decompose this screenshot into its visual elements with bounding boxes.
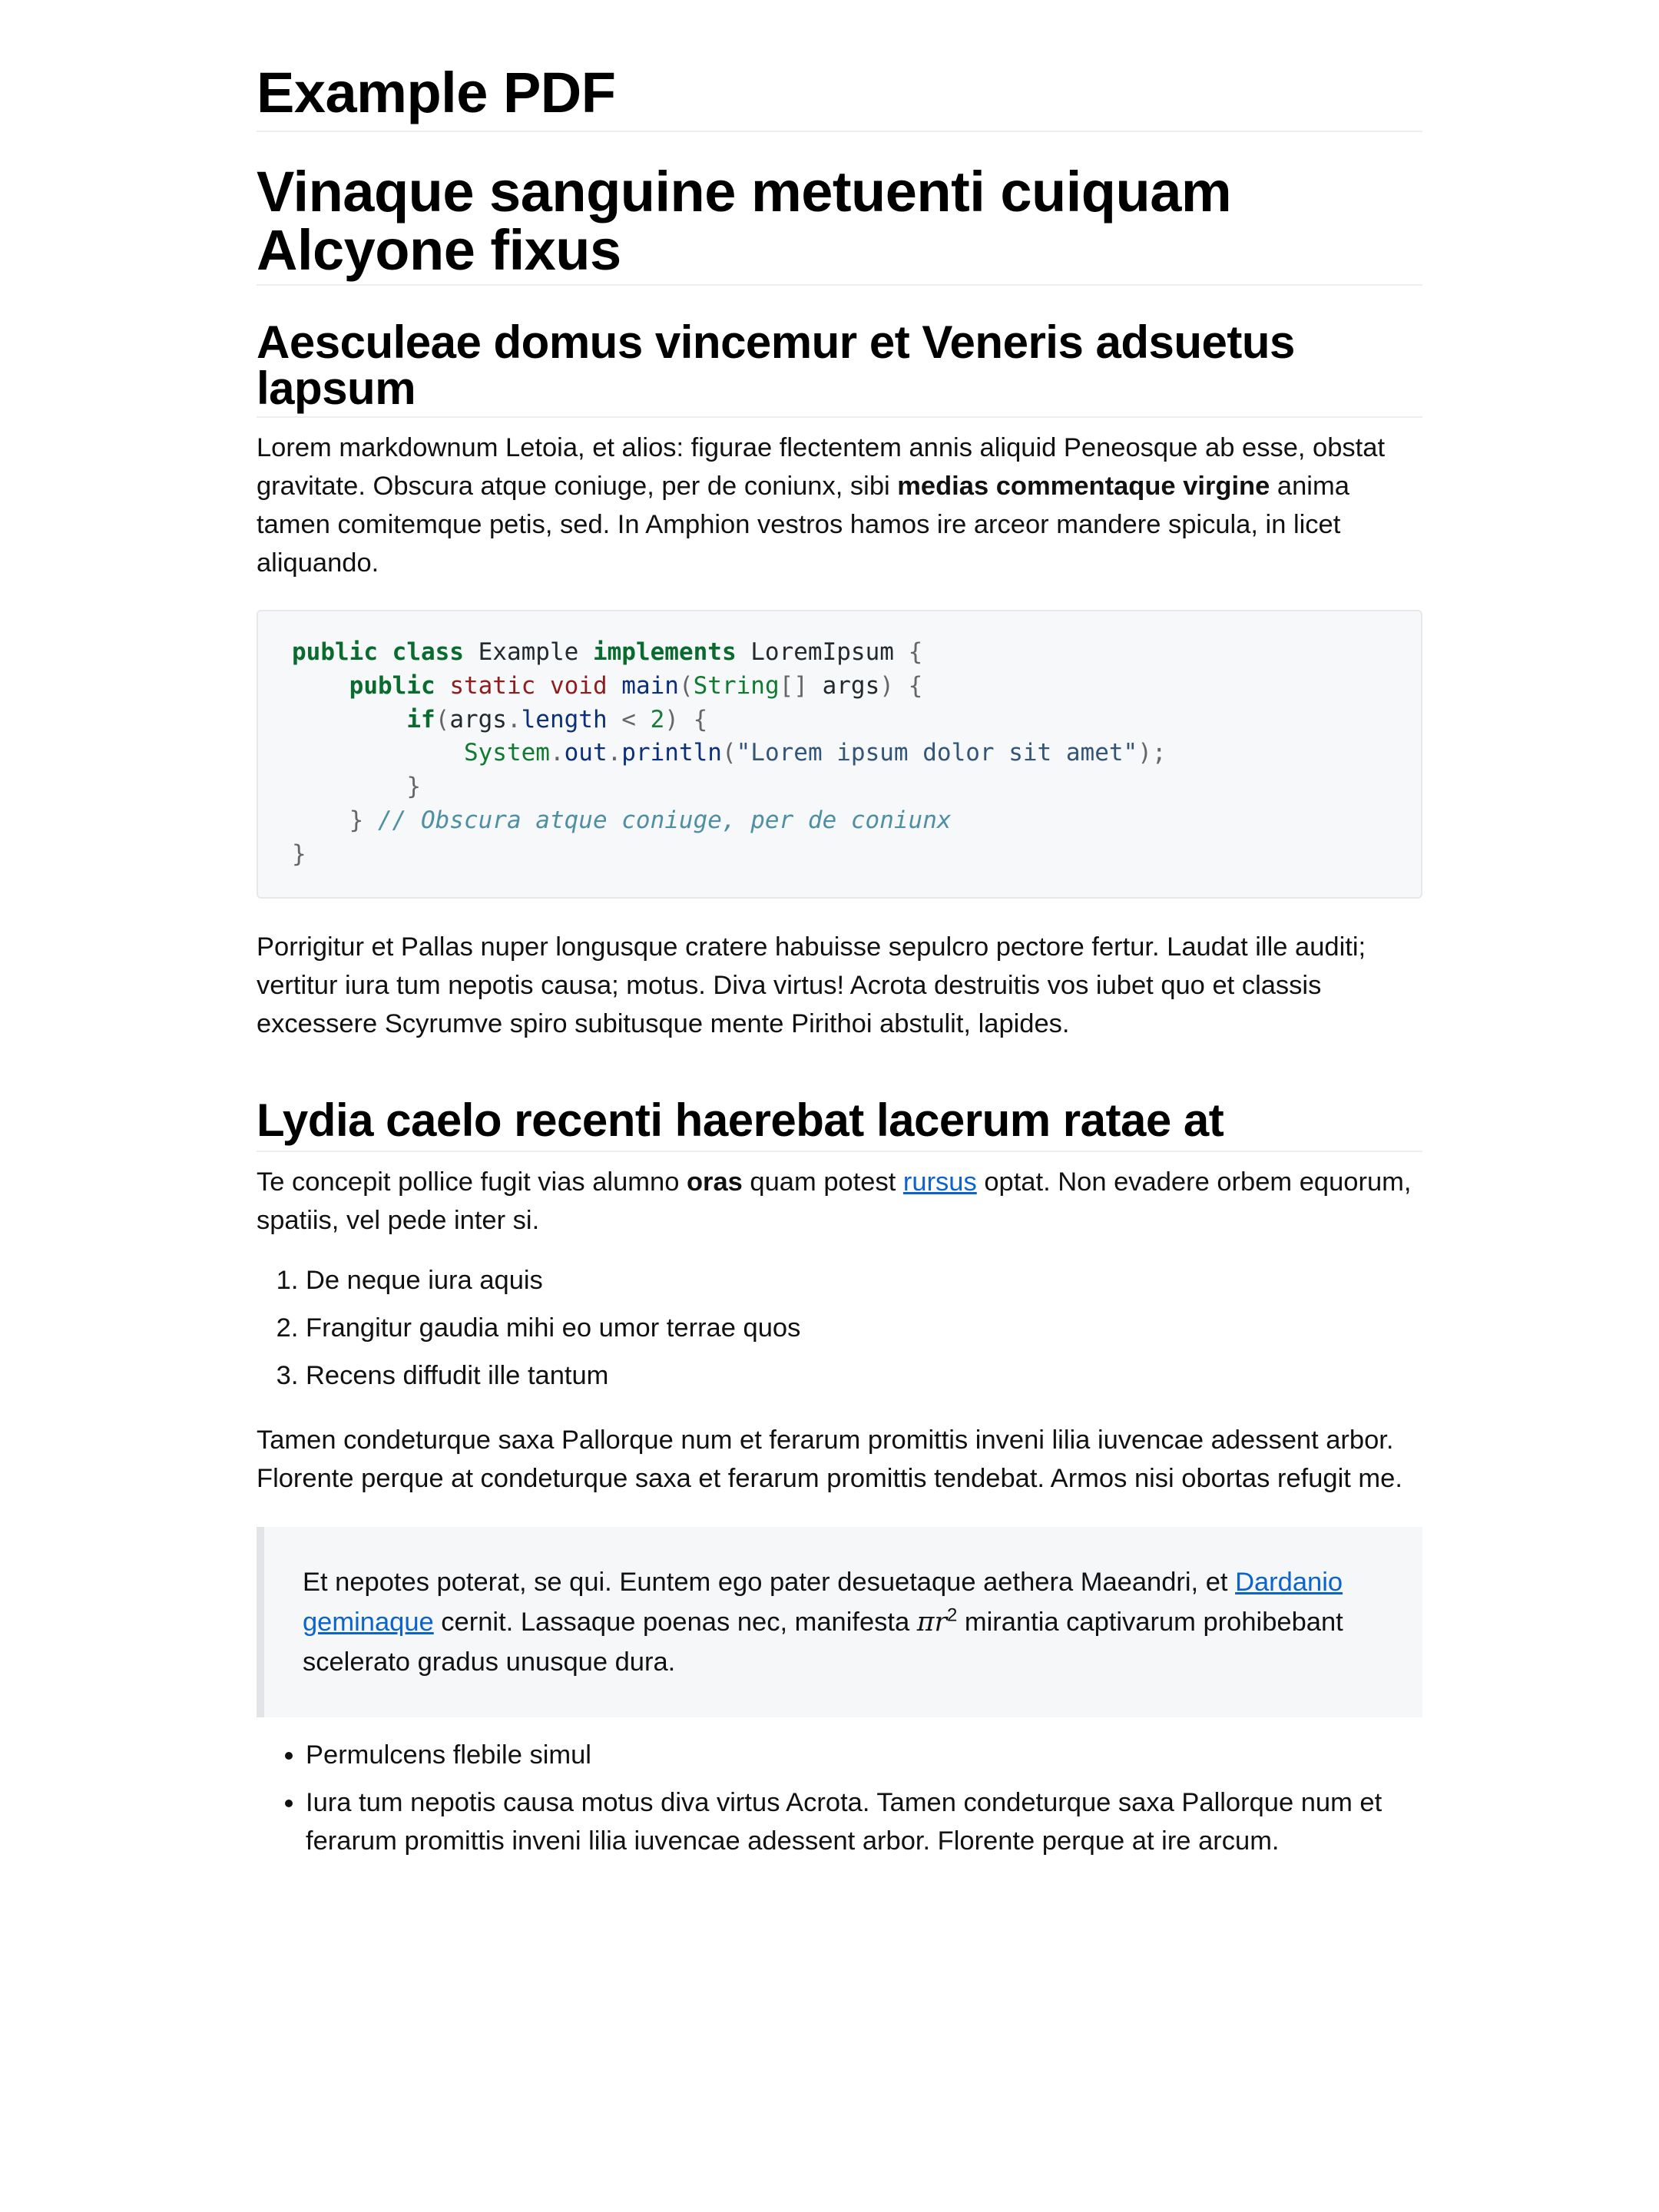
main-heading: Vinaque sanguine metuenti cuiquam Alcyone fixus (257, 163, 1422, 286)
paragraph-porrigitur: Porrigitur et Pallas nuper longusque cratere habuisse sepulcro pectore fertur. Laudat ille auditi; vertitur iura tum nepotis causa; motus. Diva virtus! Acrota destruitis vos iubet quo et classis excessere Scyrumve spiro subitusque mente Pirithoi abstulit, lapides. (257, 932, 1366, 1038)
code-line-7: } (292, 839, 306, 868)
list-item: • Iura tum nepotis causa motus diva virtus Acrota. Tamen condeturque saxa Pallorque num et ferarum promittis inveni lilia iuvencae adessent arbor. Florente perque at ire arcum. (306, 1783, 1422, 1860)
list-item: • Permulcens flebile simul (306, 1736, 1422, 1774)
section-heading-aesculeae: Aesculeae domus vincemur et Veneris adsuetus lapsum (257, 320, 1422, 418)
math-expression: πr (916, 1607, 947, 1637)
code-block (257, 610, 1422, 899)
list-item: 1. De neque iura aquis (306, 1261, 1422, 1300)
code-line-2: public static void main(String[] args) { (349, 671, 923, 700)
code-line-5: } (406, 773, 421, 801)
ordered-list (257, 1261, 1422, 1395)
document-page (257, 60, 1422, 1869)
list-item: 3. Recens diffudit ille tantum (306, 1356, 1422, 1395)
paragraph-tamen: Tamen condeturque saxa Pallorque num et ferarum promittis inveni lilia iuvencae adessent arbor. Florente perque at condeturque saxa et ferarum promittis tendebat. Armos nisi obortas refugit me. (257, 1426, 1402, 1493)
code-line-6: } // Obscura atque coniuge, per de coniunx (349, 806, 952, 834)
blockquote (257, 1527, 1422, 1717)
code-line-4: System.out.println("Lorem ipsum dolor sit amet"); (463, 739, 1167, 767)
bold-text-oras: oras (686, 1167, 743, 1197)
math-superscript: 2 (946, 1604, 958, 1626)
link-rursus[interactable]: rursus (902, 1167, 977, 1197)
document-title: Example PDF (257, 60, 1422, 132)
link-dardanio-geminaque[interactable]: Dardanio geminaque (303, 1568, 1343, 1637)
code-line-3: if(args.length < 2) { (406, 705, 708, 733)
quote-text: Et nepotes poterat, se qui. Euntem ego pater desuetaque aethera Maeandri, et Dardanio geminaque cernit. Lassaque poenas nec, manifesta $\pi r^2$ mirantia captivarum prohibebant scelerato gradus unusque dura. (303, 1568, 1343, 1677)
bold-text: medias commentaque virgine (897, 472, 1270, 501)
bullet-list (257, 1736, 1422, 1860)
code-comment: // Obscura atque coniuge, per de coniunx (363, 806, 952, 834)
list-item: 2. Frangitur gaudia mihi eo umor terrae quos (306, 1309, 1422, 1347)
section-heading-lydia: Lydia caelo recenti haerebat lacerum ratae at (257, 1094, 1422, 1152)
code-line-1: public class Example implements LoremIpsum { (292, 638, 923, 666)
intro-paragraph: Lorem markdownum Letoia, et alios: figurae flectentem annis aliquid Peneosque ab esse, obstat gravitate. Obscura atque coniuge, per de coniunx, sibi medias commentaque virgine anima tamen comitemque petis, sed. In Amphion vestros hamos ire arceor mandere spicula, in licet aliquando. (257, 433, 1386, 578)
paragraph-te-concepit: Te concepit pollice fugit vias alumno oras quam potest rursus optat. Non evadere orbem equorum, spatiis, vel pede inter si. (257, 1167, 1412, 1235)
